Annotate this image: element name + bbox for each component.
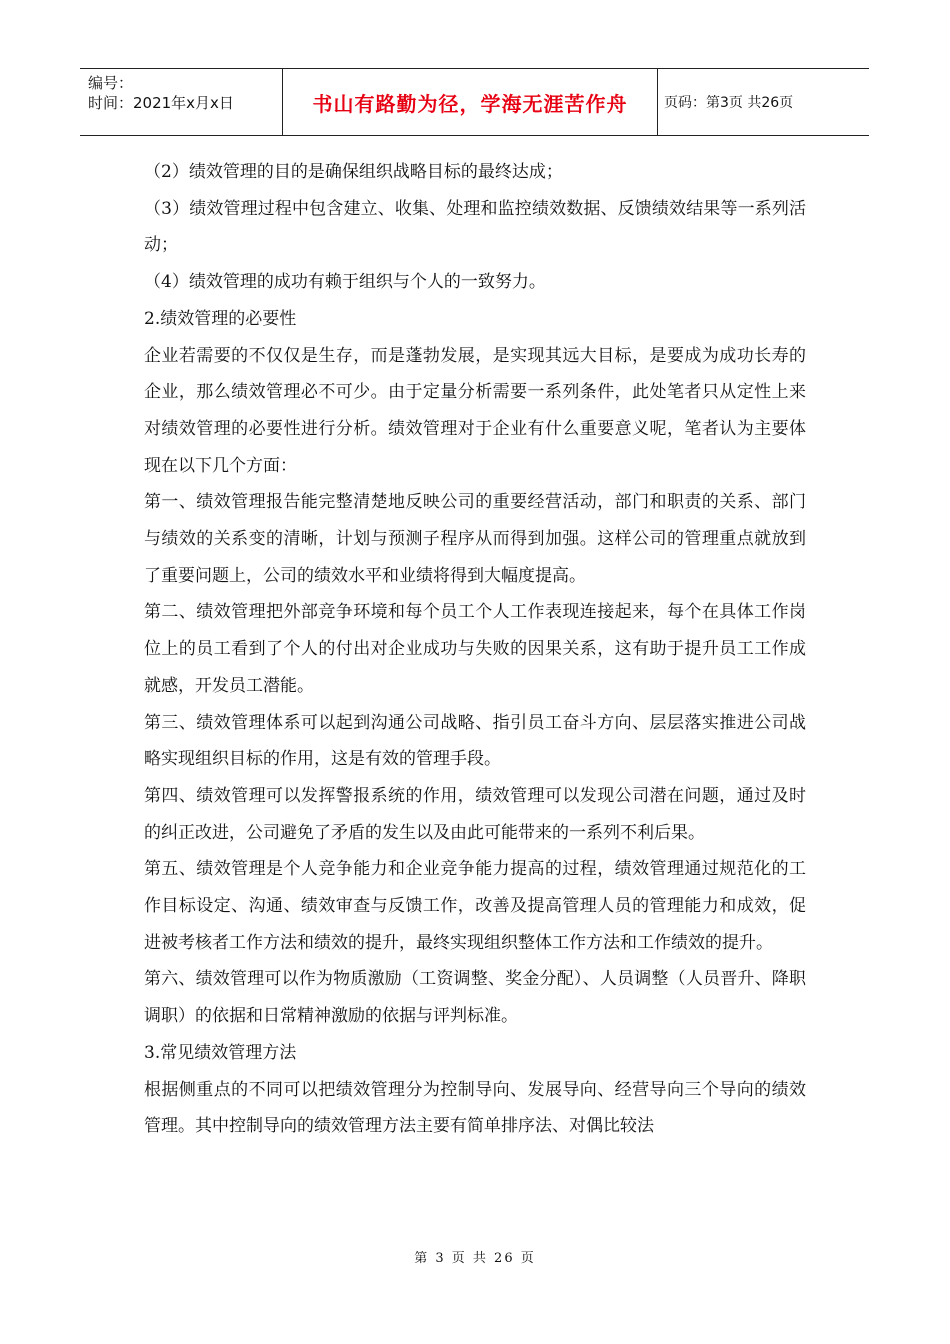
paragraph: 第四、绩效管理可以发挥警报系统的作用，绩效管理可以发现公司潜在问题，通过及时的纠正改进，公司避免了矛盾的发生以及由此可能带来的一系列不利后果。	[144, 785, 806, 843]
page-info-text: 页码：第3页 共26页	[664, 95, 794, 111]
page-footer	[0, 1247, 950, 1266]
paragraph: 企业若需要的不仅仅是生存，而是蓬勃发展，是实现其远大目标，是要成为成功长寿的企业，那么绩效管理必不可少。由于定量分析需要一系列条件，此处笔者只从定性上来对绩效管理的必要性进行分析。绩效管理对于企业有什么重要意义呢，笔者认为主要体现在以下几个方面：	[144, 345, 806, 476]
paragraph: 根据侧重点的不同可以把绩效管理分为控制导向、发展导向、经营导向三个导向的绩效管理。其中控制导向的绩效管理方法主要有简单排序法、对偶比较法	[144, 1079, 806, 1137]
time-label: 时间：2021年x月x日	[88, 94, 234, 112]
motto-text: 书山有路勤为径，学海无涯苦作舟	[312, 91, 628, 116]
section-heading: 3.常见绩效管理方法	[144, 1042, 297, 1063]
paragraph: （3）绩效管理过程中包含建立、收集、处理和监控绩效数据、反馈绩效结果等一系列活动；	[144, 198, 806, 256]
number-label: 编号：	[88, 74, 134, 92]
document-body	[144, 154, 806, 1145]
paragraph: 第三、绩效管理体系可以起到沟通公司战略、指引员工奋斗方向、层层落实推进公司战略实现组织目标的作用，这是有效的管理手段。	[144, 712, 806, 770]
paragraph: 第六、绩效管理可以作为物质激励（工资调整、奖金分配）、人员调整（人员晋升、降职调职）的依据和日常精神激励的依据与评判标准。	[144, 969, 806, 1027]
page-header	[80, 68, 869, 136]
header-page-info	[658, 69, 869, 135]
header-motto	[283, 69, 658, 135]
paragraph: 第二、绩效管理把外部竞争环境和每个员工个人工作表现连接起来，每个在具体工作岗位上的员工看到了个人的付出对企业成功与失败的因果关系，这有助于提升员工工作成就感，开发员工潜能。	[144, 602, 806, 696]
paragraph: 第五、绩效管理是个人竞争能力和企业竞争能力提高的过程，绩效管理通过规范化的工作目标设定、沟通、绩效审查与反馈工作，改善及提高管理人员的管理能力和成效，促进被考核者工作方法和绩效的提升，最终实现组织整体工作方法和工作绩效的提升。	[144, 859, 806, 953]
section-heading: 2.绩效管理的必要性	[144, 308, 297, 329]
page-footer-text: 第 3 页 共 26 页	[414, 1251, 536, 1266]
header-meta	[80, 69, 283, 135]
paragraph: 第一、绩效管理报告能完整清楚地反映公司的重要经营活动，部门和职责的关系、部门与绩效的关系变的清晰，计划与预测子程序从而得到加强。这样公司的管理重点就放到了重要问题上，公司的绩效水平和业绩将得到大幅度提高。	[144, 492, 806, 586]
paragraph: （4）绩效管理的成功有赖于组织与个人的一致努力。	[144, 272, 546, 293]
paragraph: （2）绩效管理的目的是确保组织战略目标的最终达成；	[144, 162, 563, 182]
